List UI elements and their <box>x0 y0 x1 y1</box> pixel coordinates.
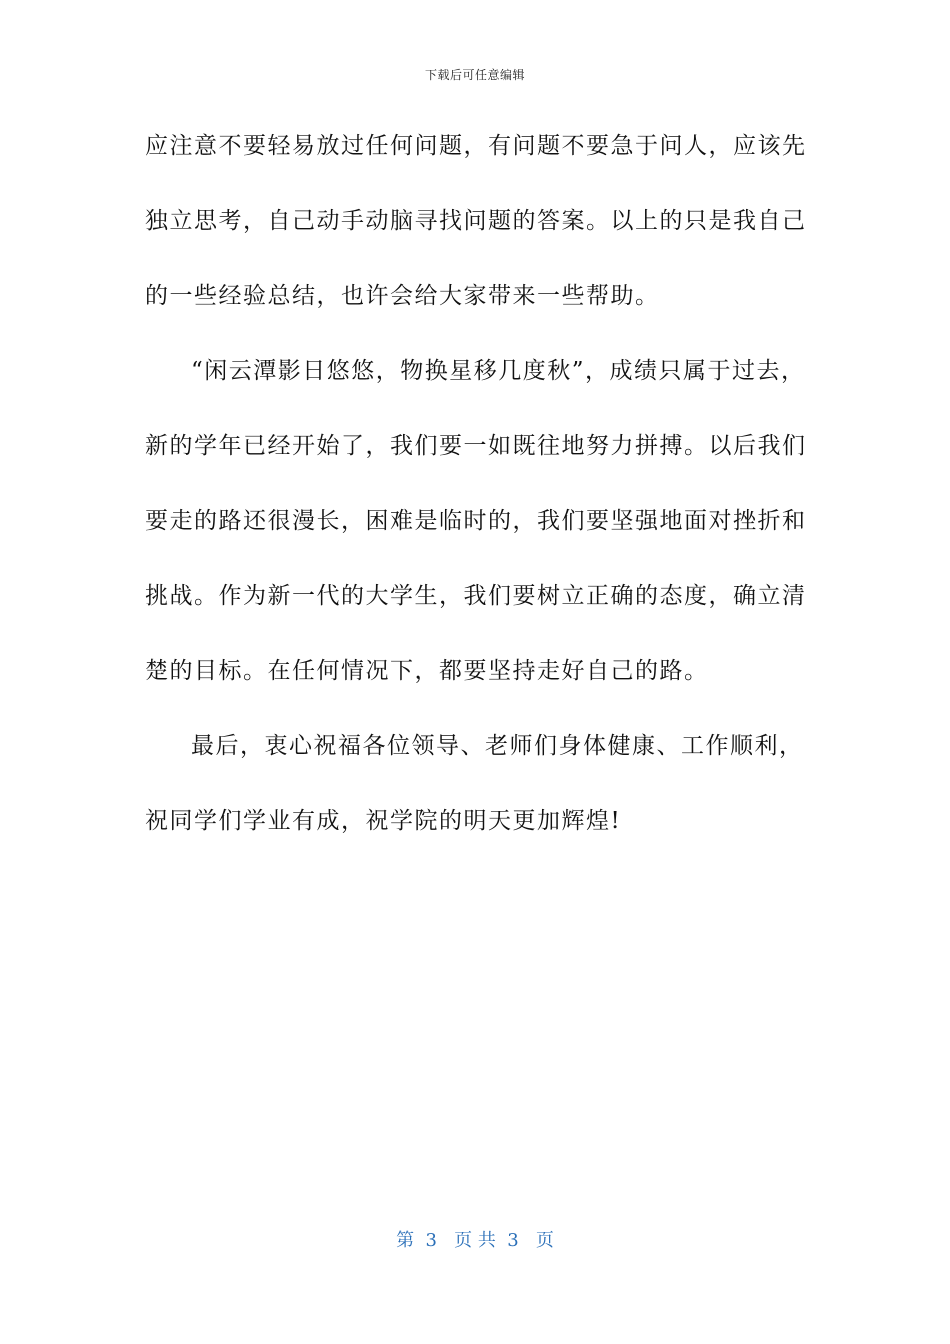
body-line: 祝同学们学业有成，祝学院的明天更加辉煌! <box>145 808 622 834</box>
body-line: 要走的路还很漫长，困难是临时的，我们要坚强地面对挫折和 <box>145 508 807 534</box>
body-line: 楚的目标。在任何情况下，都要坚持走好自己的路。 <box>145 658 709 684</box>
body-line: 新的学年已经开始了，我们要一如既往地努力拼搏。以后我们 <box>145 433 807 459</box>
page-number-footer: 第 3 页 共 3 页 <box>396 1230 554 1251</box>
document-body <box>145 121 805 871</box>
body-line: 挑战。作为新一代的大学生，我们要树立正确的态度，确立清 <box>145 583 807 609</box>
body-line: 最后，衷心祝福各位领导、老师们身体健康、工作顺利， <box>191 733 804 759</box>
body-line: 的一些经验总结，也许会给大家带来一些帮助。 <box>145 283 660 309</box>
body-line: 独立思考，自己动手动脑寻找问题的答案。以上的只是我自己 <box>145 208 807 234</box>
body-line: “闲云潭影日悠悠，物换星移几度秋”，成绩只属于过去， <box>191 358 806 384</box>
body-line: 应注意不要轻易放过任何问题，有问题不要急于问人，应该先 <box>145 133 807 159</box>
page-header: 下载后可任意编辑 <box>424 68 525 82</box>
